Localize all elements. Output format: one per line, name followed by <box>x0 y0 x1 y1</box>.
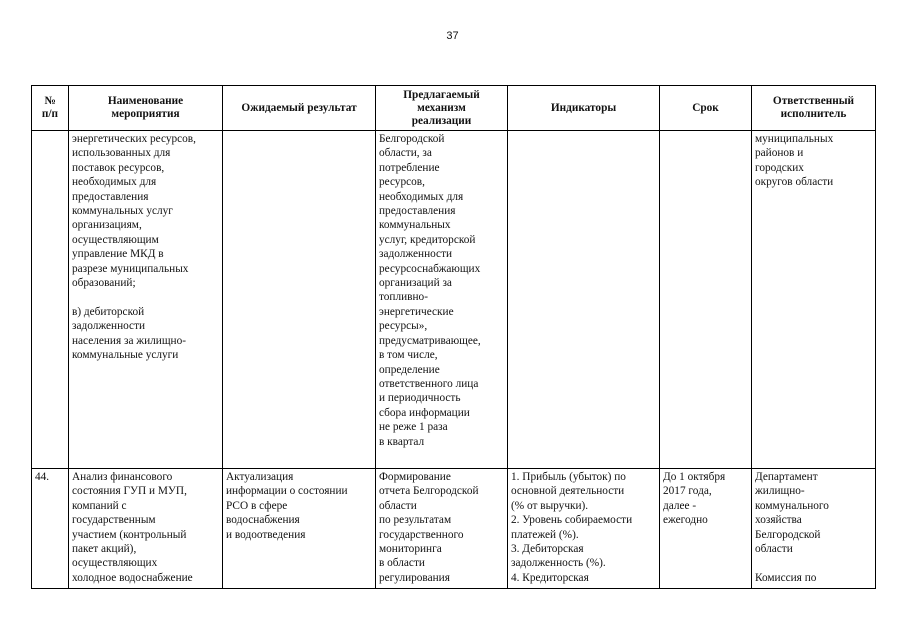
cell-indicators <box>508 131 660 469</box>
cell-mechanism: Белгородской области, за потребление ресурсов, необходимых для предоставления коммунальных услуг, кредиторской задолженности ресурсоснабжающих организаций за топливно- энергетические ресурсы», предусматривающее, в том числе, определение ответственного лица и периодичность сбора информации не реже 1 раза в квартал <box>376 131 508 469</box>
cell-deadline <box>660 131 752 469</box>
cell-mechanism: Формирование отчета Белгородской области по результатам государственного мониторинга в области регулирования <box>376 469 508 589</box>
header-mechanism: Предлагаемый механизм реализации <box>376 86 508 131</box>
cell-measure <box>69 131 223 469</box>
table-row <box>32 131 876 469</box>
table-row <box>32 469 876 589</box>
cell-number: 44. <box>32 469 69 589</box>
page-number: 37 <box>446 30 459 42</box>
cell-result: Актуализация информации о состоянии РСО в сфере водоснабжения и водоотведения <box>223 469 376 589</box>
measures-table <box>31 85 876 589</box>
cell-result <box>223 131 376 469</box>
table-header-row <box>32 86 876 131</box>
cell-deadline: До 1 октября 2017 года, далее - ежегодно <box>660 469 752 589</box>
header-deadline: Срок <box>660 86 752 131</box>
header-measure: Наименование мероприятия <box>69 86 223 131</box>
cell-executor: муниципальных районов и городских округов области <box>752 131 876 469</box>
cell-executor <box>752 469 876 589</box>
executor-text-part2: Комиссия по <box>755 571 817 584</box>
header-executor: Ответственный исполнитель <box>752 86 876 131</box>
cell-measure: Анализ финансового состояния ГУП и МУП, компаний с государственным участием (контрольный пакет акций), осуществляющих холодное водоснабжение <box>69 469 223 589</box>
measure-text-part2: в) дебиторской задолженности населения за жилищно- коммунальные услуги <box>72 305 186 362</box>
header-result: Ожидаемый результат <box>223 86 376 131</box>
header-indicators: Индикаторы <box>508 86 660 131</box>
cell-number <box>32 131 69 469</box>
header-number: № п/п <box>32 86 69 131</box>
measure-text-part1: энергетических ресурсов, использованных для поставок ресурсов, необходимых для предоставления коммунальных услуг организациям, осуществляющим управление МКД в разрезе муниципальных образований; <box>72 133 196 290</box>
cell-indicators: 1. Прибыль (убыток) по основной деятельности (% от выручки). 2. Уровень собираемости платежей (%). 3. Дебиторская задолженность (%). 4. Кредиторская <box>508 469 660 589</box>
executor-text-part1: Департамент жилищно- коммунального хозяйства Белгородской области <box>755 471 829 556</box>
